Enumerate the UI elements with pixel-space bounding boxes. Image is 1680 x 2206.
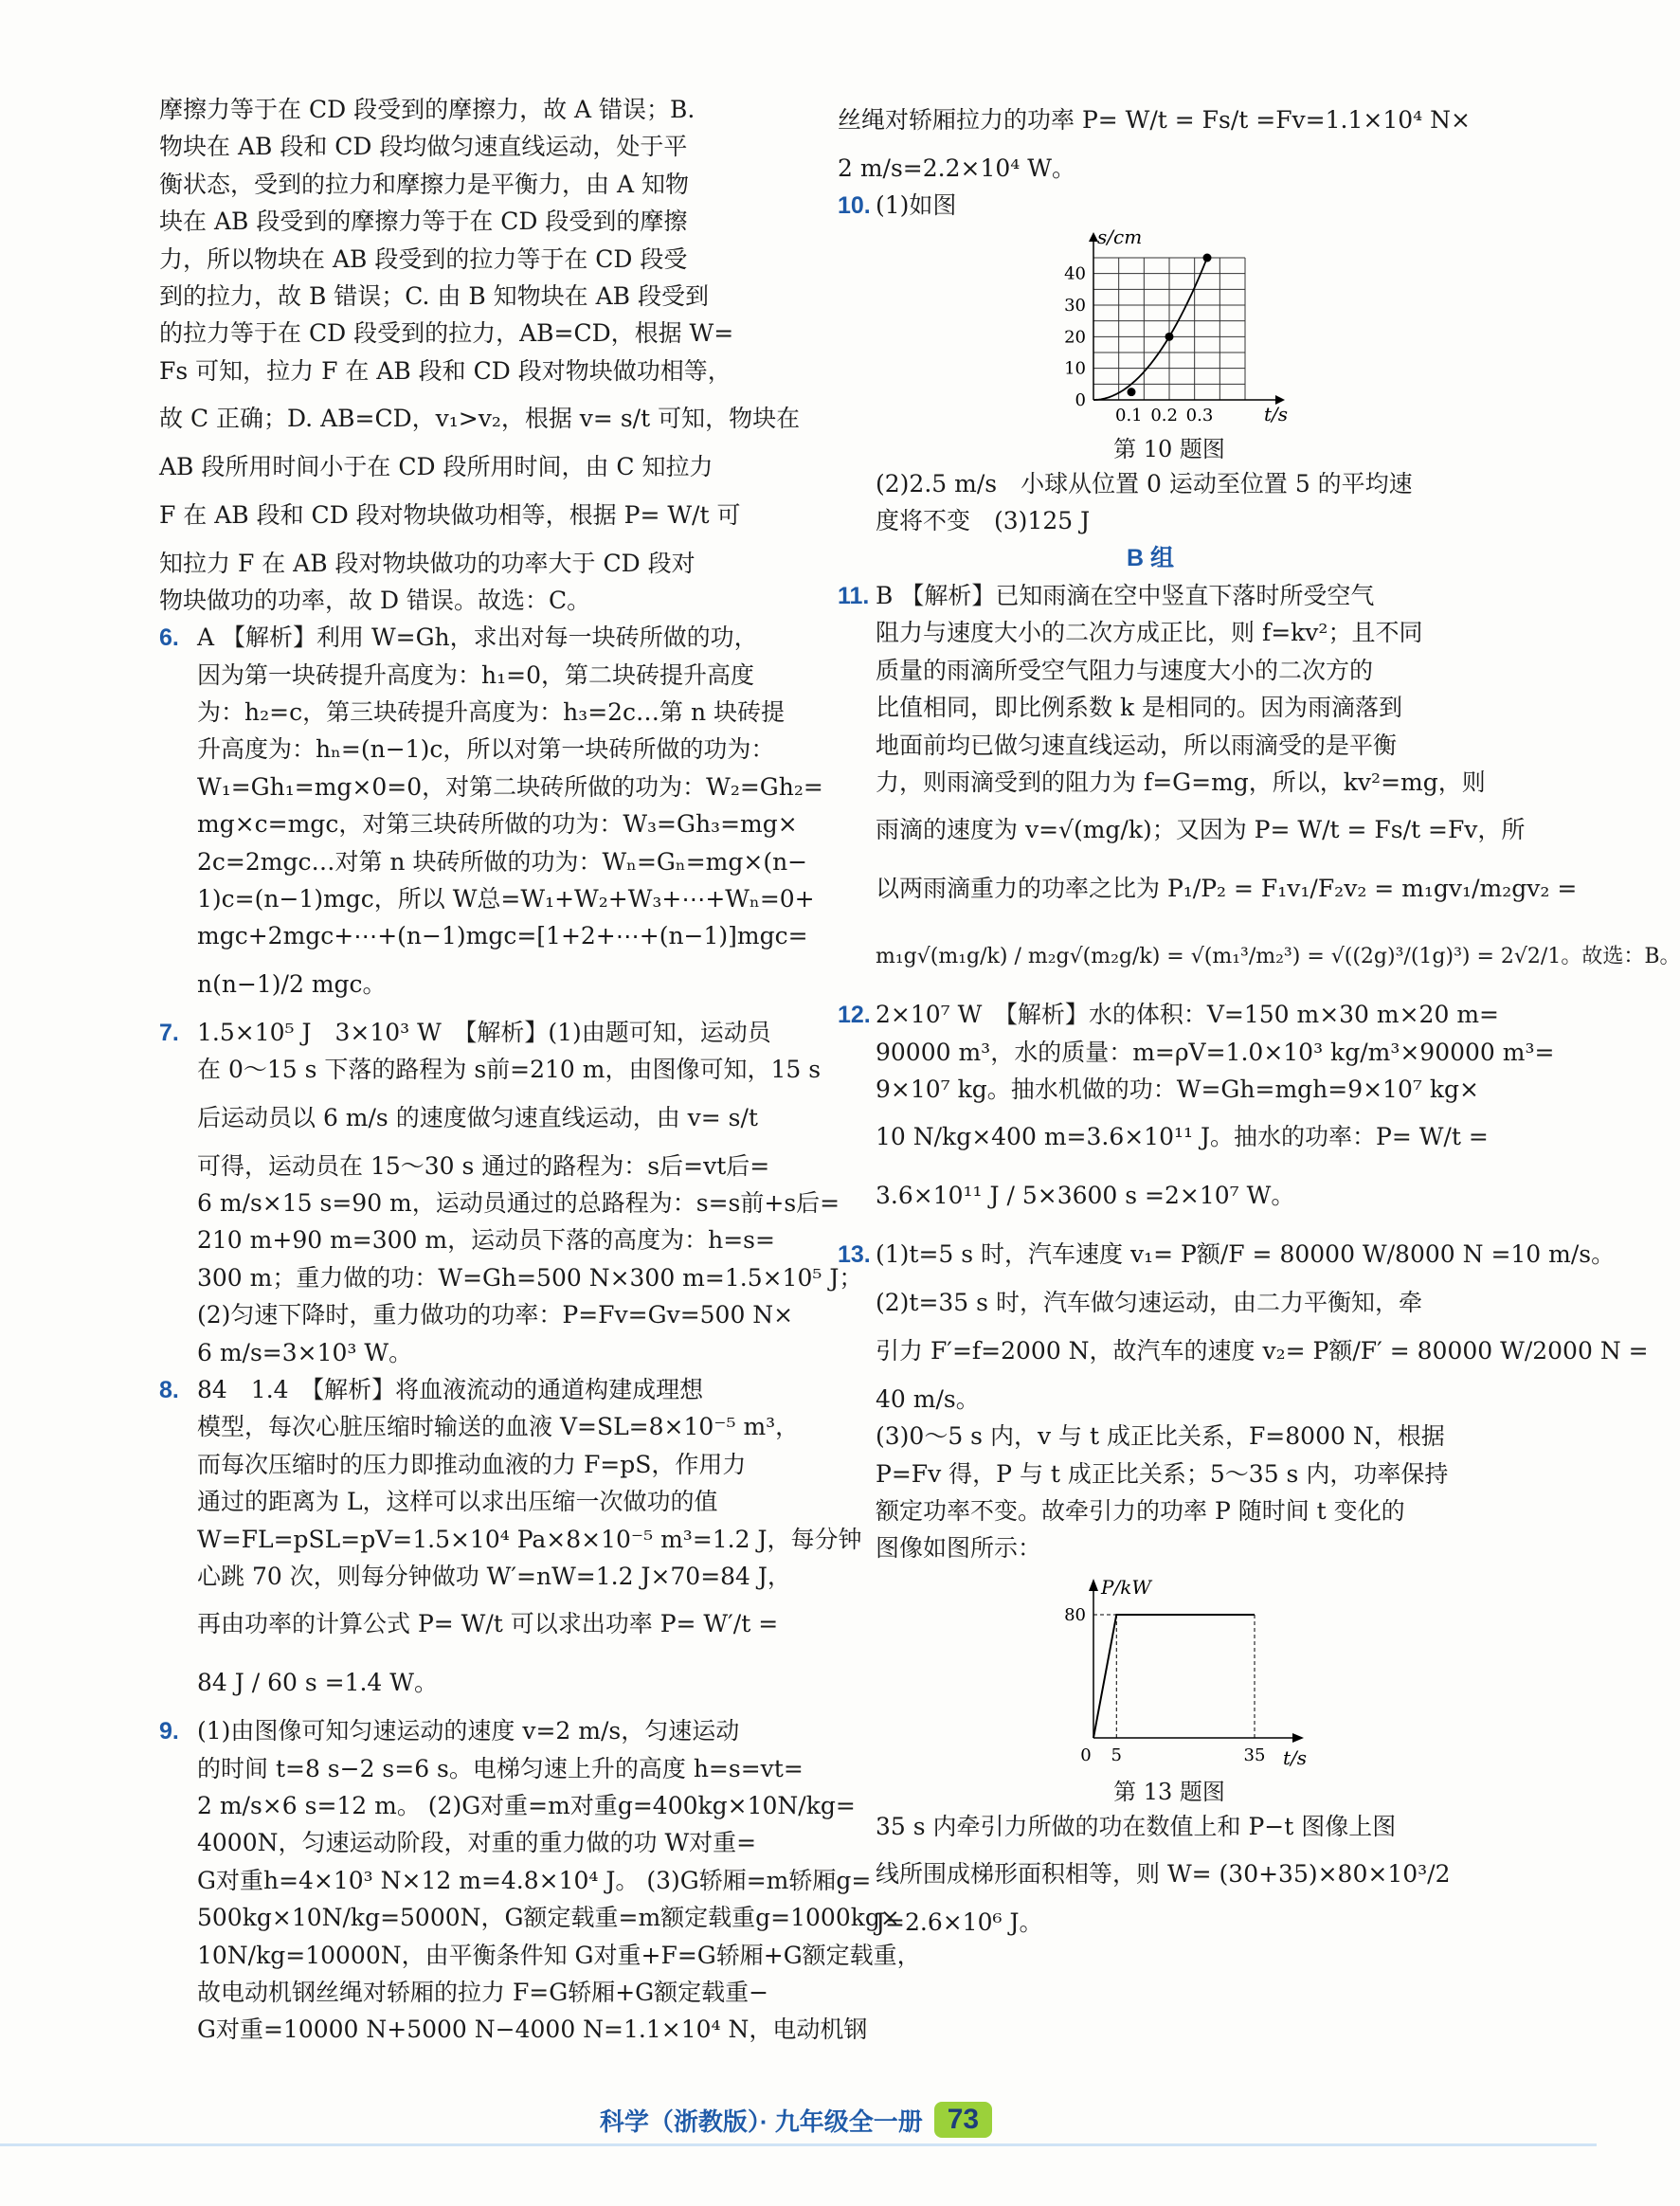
text-line: 知拉力 F 在 AB 段对物块做功的功率大于 CD 段对	[159, 549, 695, 577]
text-line: 故电动机钢丝绳对轿厢的拉力 F=G轿厢+G额定载重−	[197, 1979, 769, 2007]
text-line: (2)匀速下降时，重力做功的功率：P=Fv=Gv=500 N×	[197, 1301, 794, 1329]
text-line: 质量的雨滴所受空气阻力与速度大小的二次方的	[876, 656, 1374, 684]
question-number: 13.	[838, 1241, 871, 1269]
text-line: 地面前均已做匀速直线运动，所以雨滴受的是平衡	[876, 731, 1398, 759]
data-line	[1093, 1615, 1255, 1738]
text-line: 力，则雨滴受到的阻力为 f=G=mg，所以，kv²=mg，则	[876, 768, 1486, 796]
data-point	[1165, 333, 1174, 341]
text-line: 2c=2mgc…对第 n 块砖所做的功为：Wₙ=Gₙ=mg×(n−	[197, 847, 808, 876]
x-tick-label: 0	[1080, 1745, 1092, 1765]
question-number: 12.	[838, 1002, 871, 1029]
text-line: 可得，运动员在 15～30 s 通过的路程为：s后=vt后=	[197, 1151, 770, 1180]
text-line: 1)c=(n−1)mgc，所以 W总=W₁+W₂+W₃+⋯+Wₙ=0+	[197, 885, 815, 913]
question-number: 10.	[838, 192, 871, 220]
text-line: 心跳 70 次，则每分钟做功 W′=nW=1.2 J×70=84 J，	[197, 1562, 791, 1590]
text-line: G对重h=4×10³ N×12 m=4.8×10⁴ J。 (3)G轿厢=m轿厢g=	[197, 1866, 872, 1894]
text-line: 额定功率不变。故牵引力的功率 P 随时间 t 变化的	[876, 1497, 1405, 1526]
text-line: 通过的距离为 L，这样可以求出压缩一次做功的值	[197, 1488, 718, 1516]
text-line: (2)t=35 s 时，汽车做匀速运动，由二力平衡知，牵	[876, 1289, 1422, 1317]
text-line: W=FL=pSL=pV=1.5×10⁴ Pa×8×10⁻⁵ m³=1.2 J，每分钟	[197, 1525, 862, 1553]
x-tick-label: 35	[1243, 1745, 1266, 1765]
y-axis-label: P/kW	[1101, 1575, 1151, 1599]
text-line: 升高度为：hₙ=(n−1)c，所以对第一块砖所做的功为：	[197, 735, 775, 764]
text-line: 物块在 AB 段和 CD 段均做匀速直线运动，处于平	[159, 133, 688, 161]
text-line: 线所围成梯形面积相等，则 W= (30+35)×80×10³/2	[876, 1860, 1451, 1889]
p-t-chart	[1027, 1567, 1311, 1776]
text-line: P=Fv 得，P 与 t 成正比关系；5～35 s 内，功率保持	[876, 1459, 1449, 1488]
text-line: 阻力与速度大小的二次方成正比，则 f=kv²；且不同	[876, 619, 1423, 647]
text-line: B 【解析】已知雨滴在空中竖直下落时所受空气	[876, 581, 1375, 609]
text-line: 4000N，匀速运动阶段，对重的重力做的功 W对重=	[197, 1829, 757, 1857]
text-line: 的时间 t=8 s−2 s=6 s。电梯匀速上升的高度 h=s=vt=	[197, 1754, 804, 1782]
text-line: 再由功率的计算公式 P= W/t 可以求出功率 P= W′/t =	[197, 1610, 779, 1638]
text-line: 10N/kg=10000N，由平衡条件知 G对重+F=G轿厢+G额定载重，	[197, 1941, 921, 1969]
y-tick-label: 80	[1064, 1604, 1086, 1625]
text-line: (1)如图	[876, 191, 957, 220]
text-line: 84 1.4 【解析】将血液流动的通道构建成理想	[197, 1375, 704, 1403]
text-line: 引力 F′=f=2000 N，故汽车的速度 v₂= P额/F′ = 80000 W/2000 N =	[876, 1336, 1649, 1365]
s-t-chart	[1037, 225, 1302, 433]
x-tick-label: 5	[1111, 1745, 1123, 1765]
data-point	[1128, 388, 1136, 396]
text-line: 图像如图所示：	[876, 1534, 1042, 1563]
text-line: 雨滴的速度为 v=√(mg/k)；又因为 P= W/t = Fs/t =Fv，所	[876, 816, 1526, 844]
text-line: 6 m/s=3×10³ W。	[197, 1338, 413, 1366]
text-line: F 在 AB 段和 CD 段对物块做功相等，根据 P= W/t 可	[159, 500, 741, 529]
text-line: 故 C 正确；D. AB=CD，v₁>v₂，根据 v= s/t 可知，物块在	[159, 405, 801, 433]
text-line: 3.6×10¹¹ J / 5×3600 s =2×10⁷ W。	[876, 1182, 1295, 1210]
text-line: 10 N/kg×400 m=3.6×10¹¹ J。抽水的功率：P= W/t =	[876, 1123, 1489, 1151]
x-axis-label: t/s	[1264, 402, 1289, 425]
question-number: 7.	[159, 1019, 179, 1046]
y-tick-label: 0	[1075, 389, 1086, 410]
question-13	[838, 1225, 1649, 1941]
text-line: 衡状态，受到的拉力和摩擦力是平衡力，由 A 知物	[159, 170, 689, 198]
text-line: 到的拉力，故 B 错误；C. 由 B 知物块在 AB 段受到	[159, 281, 709, 310]
text-line: m₁g√(m₁g/k) / m₂g√(m₂g/k) = √(m₁³/m₂³) = √((2g)³/(1g)³) = 2√2/1。故选：B。	[876, 945, 1680, 969]
text-line: 2 m/s=2.2×10⁴ W。	[838, 154, 1075, 182]
text-line: 摩擦力等于在 CD 段受到的摩擦力，故 A 错误；B.	[159, 96, 695, 123]
text-line: 2×10⁷ W 【解析】水的体积：V=150 m×30 m×20 m=	[876, 1001, 1499, 1029]
x-axis-label: t/s	[1283, 1745, 1308, 1769]
page-footer	[550, 2098, 1042, 2142]
y-axis-label: s/cm	[1097, 225, 1143, 248]
question-number: 6.	[159, 624, 179, 652]
group-title: B 组	[1126, 544, 1174, 571]
text-line: 而每次压缩时的压力即推动血液的力 F=pS，作用力	[197, 1450, 747, 1478]
text-line: 丝绳对轿厢拉力的功率 P= W/t = Fs/t =Fv=1.1×10⁴ N×	[838, 106, 1471, 134]
text-line: 比值相同，即比例系数 k 是相同的。因为雨滴落到	[876, 694, 1403, 722]
data-point	[1203, 253, 1212, 262]
text-line: 300 m；重力做的功：W=Gh=500 N×300 m=1.5×10⁵ J；	[197, 1263, 863, 1292]
question-number: 9.	[159, 1718, 179, 1745]
question-11	[838, 577, 1680, 996]
text-line: mgc+2mgc+⋯+(n−1)mgc=[1+2+⋯+(n−1)]mgc=	[197, 922, 808, 950]
text-line: 40 m/s。	[876, 1384, 980, 1413]
y-tick-label: 40	[1064, 263, 1086, 284]
x-tick-label: 0.3	[1185, 405, 1214, 425]
text-line: (1)由图像可知匀速运动的速度 v=2 m/s，匀速运动	[197, 1717, 740, 1745]
text-line: 1.5×10⁵ J 3×10³ W 【解析】(1)由题可知，运动员	[197, 1018, 771, 1046]
text-line: 块在 AB 段受到的摩擦力等于在 CD 段受到的摩擦	[159, 208, 688, 236]
text-line: 在 0～15 s 下落的路程为 s前=210 m，由图像可知，15 s	[197, 1056, 822, 1084]
data-curve	[1093, 258, 1207, 400]
text-line: (2)2.5 m/s 小球从位置 0 运动至位置 5 的平均速	[876, 469, 1413, 497]
page-number: 73	[934, 2102, 992, 2138]
text-line: n(n−1)/2 mgc。	[197, 969, 387, 998]
text-line: 500kg×10N/kg=5000N，G额定载重=m额定载重g=1000kg×	[197, 1904, 900, 1932]
x-axis-arrow	[1292, 1733, 1304, 1743]
text-line: (3)0～5 s 内，v 与 t 成正比关系，F=8000 N，根据	[876, 1422, 1445, 1451]
y-tick-label: 20	[1064, 327, 1086, 348]
text-line: G对重=10000 N+5000 N−4000 N=1.1×10⁴ N，电动机钢	[197, 2016, 868, 2044]
text-line: 6 m/s×15 s=90 m，运动员通过的总路程为：s=s前+s后=	[197, 1188, 840, 1217]
y-tick-label: 30	[1064, 295, 1086, 316]
text-line: 因为第一块砖提升高度为：h₁=0，第二块砖提升高度	[197, 660, 754, 689]
text-line: 2 m/s×6 s=12 m。 (2)G对重=m对重g=400kg×10N/kg=	[197, 1792, 856, 1820]
text-line: 度将不变 (3)125 J	[876, 507, 1091, 535]
text-line: (1)t=5 s 时，汽车速度 v₁= P额/F = 80000 W/8000 N =10 m/s。	[876, 1240, 1616, 1269]
text-line: 物块做功的功率，故 D 错误。故选：C。	[159, 586, 591, 614]
question-10	[838, 187, 1463, 539]
y-axis-arrow	[1089, 1579, 1098, 1591]
question-8	[159, 1371, 862, 1712]
question-12	[838, 996, 1555, 1225]
text-line: 为：h₂=c，第三块砖提升高度为：h₃=2c…第 n 块砖提	[197, 698, 786, 727]
figure-caption: 第 13 题图	[1113, 1778, 1225, 1805]
text-line: AB 段所用时间小于在 CD 段所用时间，由 C 知拉力	[159, 453, 714, 481]
text-line: 210 m+90 m=300 m，运动员下落的高度为：h=s=	[197, 1226, 775, 1255]
text-line: 84 J / 60 s =1.4 W。	[197, 1669, 438, 1697]
text-line: 以两雨滴重力的功率之比为 P₁/P₂ = F₁v₁/F₂v₂ = m₁gv₁/m₂gv₂ =	[876, 875, 1578, 903]
text-line: W₁=Gh₁=mg×0=0，对第二块砖所做的功为：W₂=Gh₂=	[197, 772, 823, 801]
footer-divider	[0, 2143, 1597, 2146]
text-line: 的拉力等于在 CD 段受到的拉力，AB=CD，根据 W=	[159, 319, 734, 348]
y-tick-label: 10	[1064, 358, 1086, 379]
question-6	[159, 619, 847, 1014]
text-line: 力，所以物块在 AB 段受到的拉力等于在 CD 段受	[159, 244, 688, 273]
x-tick-label: 0.2	[1150, 405, 1178, 425]
figure-caption: 第 10 题图	[1113, 435, 1225, 462]
text-line: Fs 可知，拉力 F 在 AB 段和 CD 段对物块做功相等，	[159, 356, 732, 385]
text-line: A 【解析】利用 W=Gh，求出对每一块砖所做的功，	[197, 624, 758, 652]
text-line: 后运动员以 6 m/s 的速度做匀速直线运动，由 v= s/t	[197, 1103, 758, 1131]
text-line: 模型，每次心脏压缩时输送的血液 V=SL=8×10⁻⁵ m³，	[197, 1413, 800, 1441]
right-column	[838, 91, 1680, 1942]
x-tick-label: 0.1	[1115, 405, 1143, 425]
question-number: 11.	[838, 582, 870, 609]
text-line: J=2.6×10⁶ J。	[876, 1908, 1043, 1937]
question-9	[159, 1712, 921, 2049]
book-title: 科学（浙教版）· 九年级全一册	[599, 2107, 923, 2136]
text-line: 9×10⁷ kg。抽水机做的功：W=Gh=mgh=9×10⁷ kg×	[876, 1076, 1479, 1104]
text-line: 90000 m³，水的质量：m=ρV=1.0×10³ kg/m³×90000 m³=	[876, 1038, 1555, 1066]
question-number: 8.	[159, 1376, 179, 1403]
text-line: mg×c=mgc，对第三块砖所做的功为：W₃=Gh₃=mg×	[197, 810, 798, 839]
text-line: 35 s 内牵引力所做的功在数值上和 P−t 图像上图	[876, 1812, 1397, 1840]
